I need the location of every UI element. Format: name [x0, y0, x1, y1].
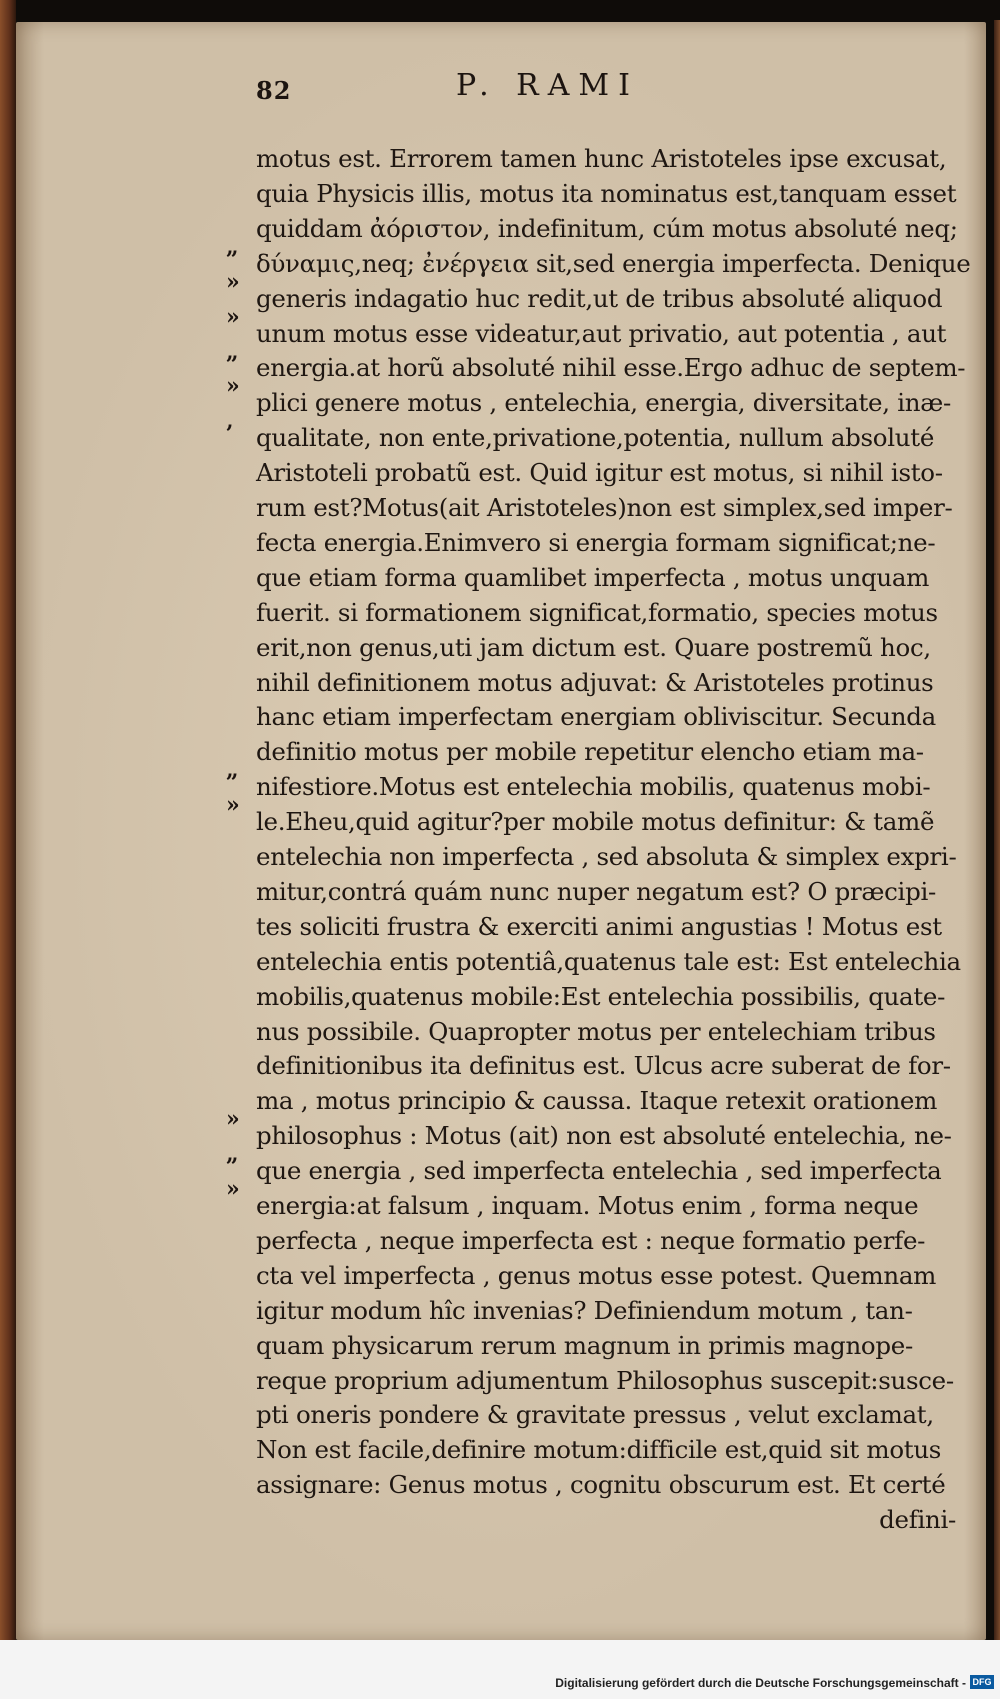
text-line: le.Eheu,quid agitur?per mobile motus definitur: & tamẽ: [256, 807, 935, 837]
marginal-quote-mark: »: [226, 268, 240, 295]
catchword: defini-: [879, 1505, 956, 1535]
marginal-quote-mark: »: [226, 303, 240, 330]
text-line: pti oneris pondere & gravitate pressus , velut exclamat,: [256, 1400, 934, 1430]
dfg-logo: DFG: [970, 1675, 994, 1689]
marginal-quote-mark: „: [226, 1141, 239, 1168]
marginal-quote-mark: „: [226, 233, 239, 260]
text-line: reque proprium adjumentum Philosophus suscepit:susce-: [256, 1365, 954, 1395]
book-cover-edge: [994, 20, 1000, 1660]
funding-credit: Digitalisierung gefördert durch die Deutsche Forschungsgemeinschaft -: [555, 1676, 966, 1690]
text-line: δύναμις,neq; ἐνέργεια sit,sed energia imperfecta. Denique: [256, 248, 971, 278]
text-line: nihil definitionem motus adjuvat: & Aristoteles protinus: [256, 667, 934, 697]
text-line: entelechia entis potentiâ,quatenus tale est: Est entelechia: [256, 946, 961, 976]
text-line: Aristoteli probatũ est. Quid igitur est motus, si nihil isto-: [256, 458, 943, 488]
marginal-quote-mark: „: [226, 757, 239, 784]
text-line: energia.at horũ absoluté nihil esse.Ergo adhuc de septem-: [256, 353, 966, 383]
book-spine: [0, 0, 16, 1699]
marginal-quote-mark: »: [226, 792, 240, 819]
text-line: mobilis,quatenus mobile:Est entelechia possibilis, quate-: [256, 981, 946, 1011]
text-line: tes soliciti frustra & exerciti animi angustias ! Motus est: [256, 911, 942, 941]
text-line: nus possibile. Quapropter motus per entelechiam tribus: [256, 1016, 936, 1046]
marginal-quote-mark: »: [226, 373, 240, 400]
text-line: qualitate, non ente,privatione,potentia, nullum absoluté: [256, 423, 935, 453]
text-line: motus est. Errorem tamen hunc Aristoteles ipse excusat,: [256, 144, 947, 173]
text-line: energia:at falsum , inquam. Motus enim , forma neque: [256, 1191, 919, 1220]
text-line: fuerit. si formationem significat,formatio, species motus: [256, 597, 938, 627]
text-line: cta vel imperfecta , genus motus esse potest. Quemnam: [256, 1260, 937, 1290]
text-line: entelechia non imperfecta , sed absoluta & simplex expri-: [256, 842, 957, 871]
page-header: [16, 68, 986, 112]
page-number: 82: [256, 76, 292, 105]
text-line: generis indagatio huc redit,ut de tribus absoluté aliquod: [256, 283, 943, 313]
text-line: quiddam ἀόριστον, indefinitum, cúm motus absoluté neq;: [256, 213, 958, 243]
marginal-quote-mark: ‚: [226, 408, 234, 435]
text-line: definitionibus ita definitus est. Ulcus acre suberat de for-: [256, 1051, 951, 1081]
text-line: ma , motus principio & caussa. Itaque retexit orationem: [256, 1086, 938, 1116]
text-line: fecta energia.Enimvero si energia formam significat;ne-: [256, 527, 936, 557]
text-line: hanc etiam imperfectam energiam obliviscitur. Secunda: [256, 702, 936, 732]
text-line: que etiam forma quamlibet imperfecta , motus unquam: [256, 562, 930, 592]
text-line: perfecta , neque imperfecta est : neque formatio perfe-: [256, 1225, 926, 1255]
text-line: Non est facile,definire motum:difficile est,quid sit motus: [256, 1435, 942, 1465]
text-line: erit,non genus,uti jam dictum est. Quare postremũ hoc,: [256, 632, 931, 662]
text-line: definitio motus per mobile repetitur elencho etiam ma-: [256, 737, 924, 767]
footer-bar: [0, 1640, 1000, 1699]
text-line: que energia , sed imperfecta entelechia , sed imperfecta: [256, 1156, 942, 1186]
running-head: P. RAMI: [456, 68, 639, 103]
text-line: philosophus : Motus (ait) non est absoluté entelechia, ne-: [256, 1121, 952, 1151]
text-line: quia Physicis illis, motus ita nominatus est,tanquam esset: [256, 178, 957, 208]
text-line: nifestiore.Motus est entelechia mobilis, quatenus mobi-: [256, 772, 931, 802]
text-line: assignare: Genus motus , cognitu obscurum est. Et certé: [256, 1470, 946, 1500]
marginal-quote-mark: »: [226, 1176, 240, 1203]
text-line: mitur,contrá quám nunc nuper negatum est? O præcipi-: [256, 876, 936, 906]
text-line: igitur modum hîc invenias? Definiendum motum , tan-: [256, 1295, 913, 1325]
book-page: [16, 22, 986, 1640]
marginal-quote-mark: »: [226, 1106, 240, 1133]
text-line: unum motus esse videatur,aut privatio, aut potentia , aut: [256, 318, 947, 348]
marginal-quote-mark: „: [226, 338, 239, 365]
text-line: plici genere motus , entelechia, energia, diversitate, inæ-: [256, 388, 951, 418]
text-line: rum est?Motus(ait Aristoteles)non est simplex,sed imper-: [256, 493, 953, 522]
text-line: quam physicarum rerum magnum in primis magnope-: [256, 1330, 913, 1360]
